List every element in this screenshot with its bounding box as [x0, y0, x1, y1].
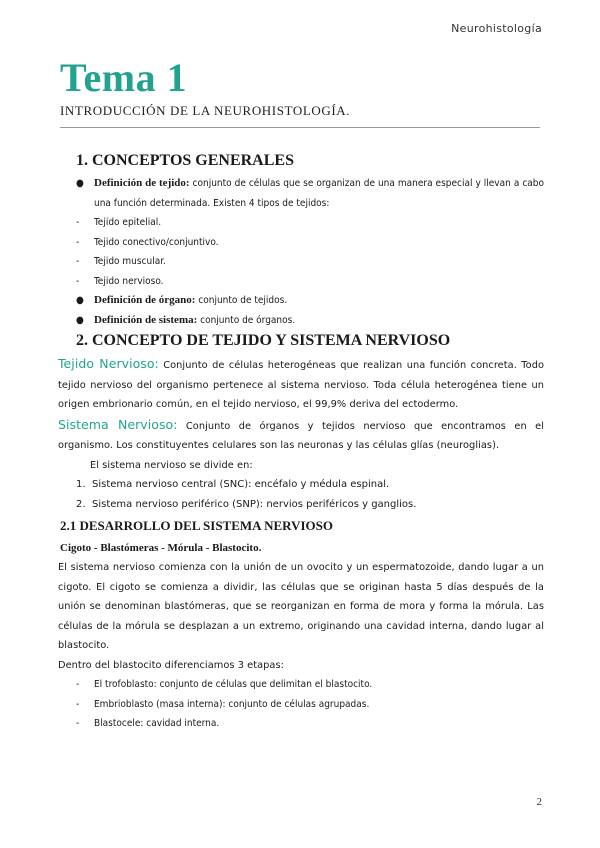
bullet-icon: ●	[76, 295, 84, 306]
title-divider	[60, 127, 540, 128]
page-number: 2	[536, 796, 542, 808]
dash-icon: -	[76, 698, 80, 710]
list-item: - Tejido muscular.	[58, 252, 544, 272]
list-item: - El trofoblasto: conjunto de células que delimitan el blastocito.	[58, 675, 544, 695]
division-intro: El sistema nervioso se divide en:	[90, 459, 253, 471]
page-title: Tema 1	[60, 55, 188, 100]
list-item: - Tejido conectivo/conjuntivo.	[58, 233, 544, 253]
section-1-list	[58, 174, 544, 213]
list-item: - Embrioblasto (masa interna): conjunto de células agrupadas.	[58, 695, 544, 715]
list-item: ● Definición de tejido: conjunto de células que se organizan de una manera especial y llevan a cabo una función determinada. Existen 4 tipos de tejidos:	[58, 174, 544, 213]
list-item: - Tejido epitelial.	[58, 213, 544, 233]
definitions-list	[58, 291, 544, 330]
document-body	[58, 150, 544, 734]
dash-icon: -	[76, 679, 80, 690]
list-item: 1. Sistema nervioso central (SNC): encéfalo y médula espinal.	[76, 479, 390, 490]
list-item: ● Definición de órgano: conjunto de tejidos.	[58, 291, 544, 311]
dash-icon: -	[76, 236, 80, 248]
division-list	[58, 475, 544, 514]
etapas-intro: Dentro del blastocito diferenciamos 3 etapas:	[58, 659, 284, 671]
etapas-list	[58, 675, 544, 734]
page-subtitle: INTRODUCCIÓN DE LA NEUROHISTOLOGÍA.	[60, 103, 351, 118]
development-paragraph: El sistema nervioso comienza con la unión de un ovocito y un espermatozoide, dando lugar a un cigoto. El cigoto se comienza a dividir, las células que se originan hasta 5 días después de la unión se denominan blastómeras, que se reorganizan en forma de mora y forma la mórula. Las células de la mórula se desplazan a un extremo, originando una cavidad interna, dando lugar al blastocito.	[58, 562, 544, 651]
bullet-icon: ●	[76, 314, 84, 326]
list-item: 2. Sistema nervioso periférico (SNP): nervios periféricos y ganglios.	[76, 498, 417, 510]
bullet-icon: ●	[76, 178, 84, 189]
dash-icon: -	[76, 718, 80, 729]
section-1-heading: 1. CONCEPTOS GENERALES	[76, 152, 294, 169]
list-item: - Blastocele: cavidad interna.	[58, 714, 544, 734]
list-item: - Tejido nervioso.	[58, 272, 544, 292]
dash-icon: -	[76, 275, 80, 287]
dash-icon: -	[76, 256, 80, 267]
dash-icon: -	[76, 217, 80, 228]
sistema-nervioso-paragraph: Sistema Nervioso: Conjunto de órganos y tejidos nervioso que encontramos en el organismo. Los constituyentes celulares son las neuronas y las células glías (neuroglias).	[58, 416, 544, 451]
running-header: Neurohistología	[451, 22, 542, 35]
tejido-nervioso-paragraph: Tejido Nervioso: Conjunto de células heterogéneas que realizan una función concreta. Todo tejido nervioso del organismo pertenece al sistema nervioso. Toda célula heterogénea tiene un origen embrionario común, en el tejido nervioso, el 99,9% deriva del ectodermo.	[58, 356, 545, 410]
section-2-1-subheading: Cigoto - Blastómeras - Mórula - Blastocito.	[60, 542, 262, 554]
section-2-heading: 2. CONCEPTO DE TEJIDO Y SISTEMA NERVIOSO	[76, 332, 451, 349]
list-item: ● Definición de sistema: conjunto de órganos.	[58, 311, 544, 331]
section-2-1-heading: 2.1 DESARROLLO DEL SISTEMA NERVIOSO	[60, 518, 333, 533]
tissue-types-list	[58, 213, 544, 291]
